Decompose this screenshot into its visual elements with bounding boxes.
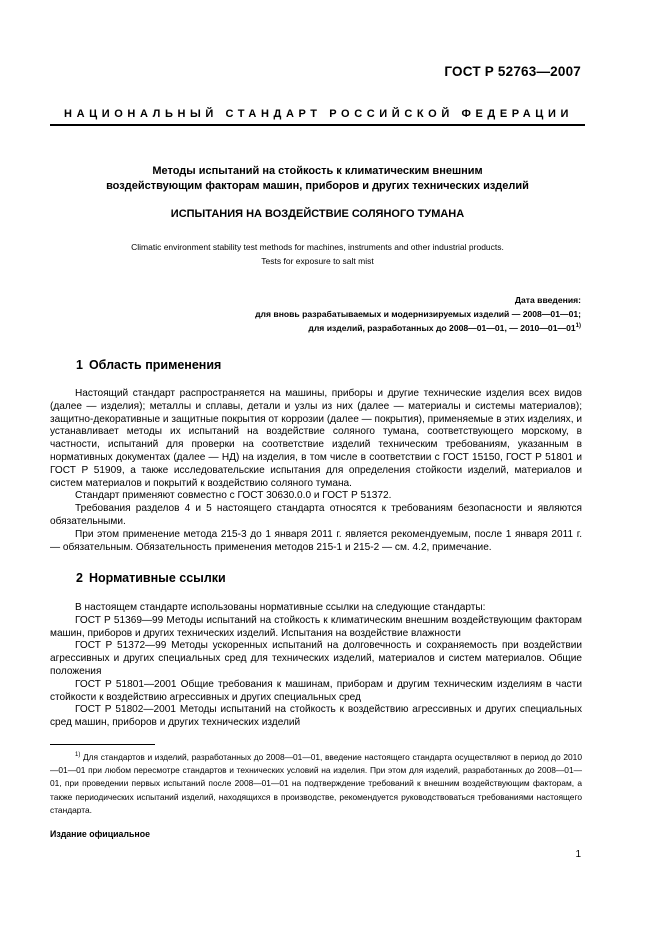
page-number: 1 (575, 849, 581, 860)
section-1-title: Область применения (88, 358, 222, 372)
section-1-body (50, 388, 582, 554)
normative-reference: ГОСТ Р 51372—99 Методы ускоренных испытаний на долговечность и сохраняемость при воздействии агрессивных и других специальных сред для технических изделий, материалов и систем материалов. Общие положения (50, 640, 582, 677)
standard-subtitle: ИСПЫТАНИЯ НА ВОЗДЕЙСТВИЕ СОЛЯНОГО ТУМАНА (170, 208, 465, 220)
footnote (50, 751, 582, 817)
national-standard-title: НАЦИОНАЛЬНЫЙ СТАНДАРТ РОССИЙСКОЙ ФЕДЕРАЦИИ (64, 108, 573, 120)
intro-date-line-2-text: для изделий, разработанных до 2008—01—01, — 2010—01—01 (308, 323, 576, 333)
introduction-date (255, 293, 581, 335)
section-2-title: Нормативные ссылки (88, 571, 226, 585)
title-line-2: воздействующим факторам машин, приборов и других технических изделий (106, 180, 529, 192)
normative-reference: ГОСТ Р 51801—2001 Общие требования к машинам, приборам и другим техническим изделиям в части стойкости к воздействию агрессивных и других специальных сред (50, 678, 582, 703)
section-1-number: 1 (76, 358, 83, 372)
section-2-number: 2 (76, 571, 83, 585)
section-1-paragraph: Стандарт применяют совместно с ГОСТ 30630.0.0 и ГОСТ Р 51372. (75, 490, 392, 502)
section-1-paragraph: Требования разделов 4 и 5 настоящего стандарта относятся к требованиям безопасности и являются обязательными. (50, 503, 582, 527)
english-title-line-1: Climatic environment stability test methods for machines, instruments and other industrial products. (131, 242, 504, 252)
footnote-text: Для стандартов и изделий, разработанных до 2008—01—01, введение настоящего стандарта осуществляют в период до 2010—01—01 при любом пересмотре стандартов и технических условий на изделия. При этом для изделий, разработанных до 2008—01—01, при проведении первых испытаний после 2008—01—01 на подтверждение требований к внешним воздействующим факторам, а также периодических испытаний изделий, находящихся в производстве, рекомендуется руководствоваться требованиями настоящего стандарта. (50, 752, 582, 815)
section-2-body (50, 602, 582, 730)
section-1-heading (76, 358, 221, 372)
footnote-number: 1) (75, 752, 81, 758)
document-code: ГОСТ Р 52763—2007 (444, 64, 581, 79)
intro-date-line-2 (255, 321, 581, 335)
english-title-line-2: Tests for exposure to salt mist (261, 256, 374, 266)
normative-reference: ГОСТ Р 51369—99 Методы испытаний на стойкость к климатическим внешним воздействующим факторам машин, приборов и других технических изделий. Испытания на воздействие влажности (50, 614, 582, 639)
header-rule (50, 124, 585, 126)
section-2-paragraph: В настоящем стандарте использованы нормативные ссылки на следующие стандарты: (75, 602, 486, 613)
section-2-heading (76, 571, 226, 585)
normative-reference: ГОСТ Р 51802—2001 Методы испытаний на стойкость к воздействию агрессивных и других специальных сред машин, приборов и других технических изделий (50, 704, 582, 729)
footnote-mark: 1) (575, 323, 581, 329)
section-1-paragraph: При этом применение метода 215-3 до 1 января 2011 г. является рекомендуемым, после 1 января 2011 г. — обязательным. Обязательность применения методов 215-1 и 215-2 — см. 4.2, примечание. (50, 528, 582, 553)
english-title (50, 240, 585, 268)
official-edition-label: Издание официальное (50, 829, 150, 839)
footnote-rule (50, 744, 155, 745)
section-1-paragraph: Настоящий стандарт распространяется на машины, приборы и другие технические изделия всех видов (далее — изделия); металлы и сплавы, детали и узлы из них (далее — материалы и системы материалов); защитно-декоративные и защитные покрытия от коррозии (далее — покрытия), применяемые в этих изделиях, и устанавливает методы их испытаний на воздействие соляного тумана, соответствующего морскому, в частности, испытаний для проверки на соответствие изделий техническим требованиям, указанным в нормативных документах (далее — НД) на изделия, в том числе в соответствии с ГОСТ 15150, ГОСТ Р 51801 и ГОСТ Р 51909, а также исследовательские испытания для определения стойкости изделий, материалов и систем материалов и покрытий к воздействию соляного тумана. (50, 388, 582, 489)
title-line-1: Методы испытаний на стойкость к климатическим внешним (152, 165, 483, 177)
standard-title (50, 164, 585, 194)
intro-date-line-1: для вновь разрабатываемых и модернизируемых изделий — 2008—01—01; (255, 309, 581, 319)
intro-date-label: Дата введения: (514, 295, 581, 305)
